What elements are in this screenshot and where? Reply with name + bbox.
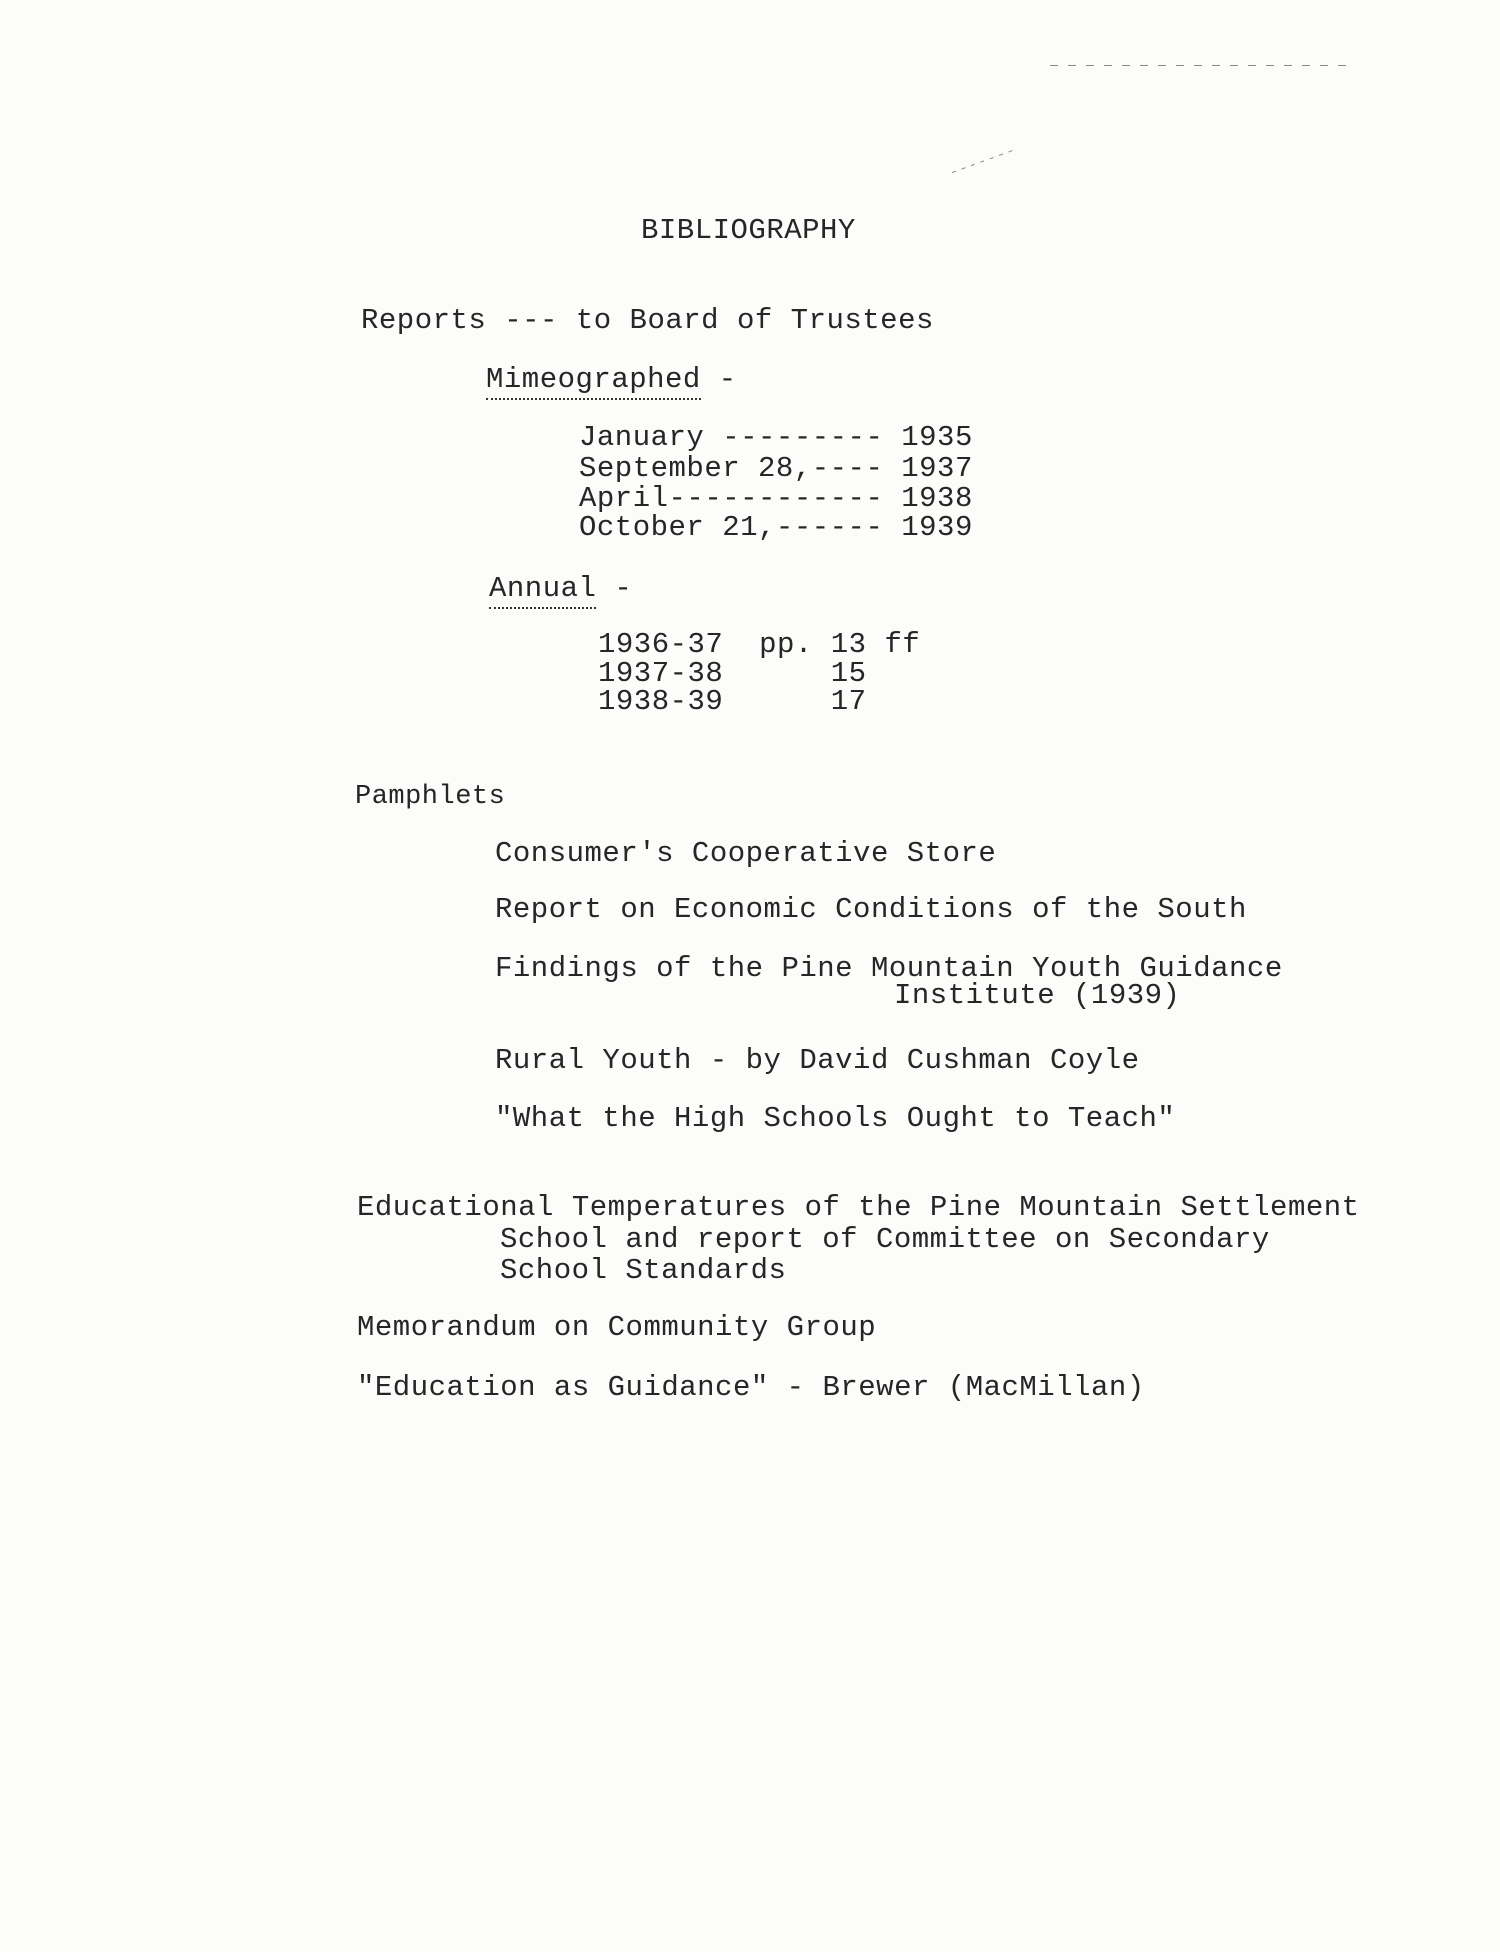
annual-heading (489, 572, 632, 606)
pamphlet-item: Report on Economic Conditions of the South (495, 893, 1247, 926)
mimeo-item: January --------- 1935 (579, 421, 973, 454)
annual-item: 1938-39 17 (598, 685, 867, 718)
mimeo-item: October 21,------ 1939 (579, 511, 973, 544)
bibliography-entry-continued: School Standards (500, 1254, 787, 1287)
mimeographed-heading (486, 363, 737, 397)
annual-item: 1936-37 pp. 13 ff (598, 628, 921, 661)
page-title: BIBLIOGRAPHY (641, 214, 856, 247)
pamphlet-item: "What the High Schools Ought to Teach" (495, 1102, 1176, 1135)
mimeographed-label: Mimeographed (486, 363, 701, 400)
pamphlet-item: Rural Youth - by David Cushman Coyle (495, 1044, 1140, 1077)
mimeo-item: September 28,---- 1937 (579, 452, 973, 485)
bibliography-entry: Memorandum on Community Group (357, 1311, 877, 1344)
annual-suffix: - (596, 572, 633, 605)
bibliography-entry: Educational Temperatures of the Pine Mountain Settlement (357, 1191, 1360, 1224)
bibliography-entry-continued: School and report of Committee on Secondary (500, 1223, 1270, 1256)
mimeo-item: April------------ 1938 (579, 482, 973, 515)
mimeographed-suffix: - (700, 363, 737, 396)
reports-heading: Reports --- to Board of Trustees (361, 304, 934, 337)
pamphlets-heading: Pamphlets (355, 782, 506, 812)
annual-label: Annual (489, 572, 596, 609)
speck (1050, 65, 1350, 66)
annual-item: 1937-38 15 (598, 657, 867, 690)
pamphlet-item: Consumer's Cooperative Store (495, 837, 997, 870)
pamphlet-item: Findings of the Pine Mountain Youth Guidance (495, 952, 1283, 985)
bibliography-entry: "Education as Guidance" - Brewer (MacMillan) (357, 1371, 1145, 1404)
pamphlet-item-continued: Institute (1939) (894, 979, 1181, 1012)
speck (952, 148, 1018, 173)
